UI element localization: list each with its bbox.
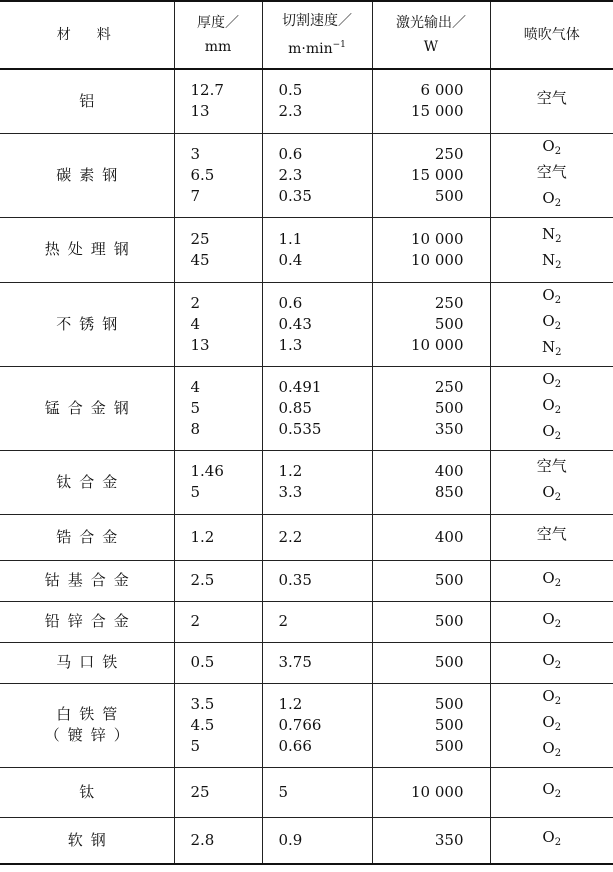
- power-cell: [372, 642, 490, 683]
- table-row: [0, 817, 613, 864]
- material-cell: [0, 450, 174, 514]
- power-value: 350: [434, 830, 464, 849]
- material-text: 热处理钢: [44, 240, 137, 258]
- power-value: 500: [434, 694, 464, 713]
- thickness-value: 5: [190, 398, 201, 417]
- speed-value: 2.3: [278, 102, 303, 121]
- speed-value: 1.1: [278, 229, 303, 248]
- material-text: 铝: [79, 91, 103, 110]
- material-text: 钴基合金: [44, 571, 137, 589]
- gas-cell: [490, 450, 613, 514]
- power-cell: [372, 817, 490, 864]
- speed-value: 0.491: [278, 377, 322, 396]
- gas-cell: [490, 514, 613, 560]
- thickness-value: 13: [190, 335, 210, 354]
- gas-value: $O_2$: [542, 370, 562, 390]
- speed-value: 0.66: [278, 736, 312, 755]
- speed-cell: [262, 450, 372, 514]
- gas-value: $N_2$: [542, 224, 562, 245]
- gas-value: 空气: [536, 457, 567, 475]
- thickness-value: 25: [190, 782, 210, 801]
- power-value: 500: [434, 612, 464, 630]
- speed-value: 2: [278, 612, 289, 630]
- thickness-cell: [174, 69, 262, 133]
- thickness-value: 25: [190, 229, 210, 248]
- material-text: （镀锌）: [44, 726, 137, 744]
- thickness-cell: [174, 133, 262, 217]
- header-speed: 切割速度／ $m\cdot\min^{-1}$: [262, 1, 372, 69]
- power-cell: [372, 366, 490, 450]
- power-value: 500: [434, 653, 464, 671]
- speed-value: 1.2: [278, 694, 303, 713]
- power-value: 10 000: [411, 229, 464, 248]
- material-text: 马口铁: [56, 653, 126, 671]
- thickness-value: 8: [190, 419, 201, 438]
- thickness-value: 2.8: [190, 830, 215, 849]
- speed-cell: [262, 642, 372, 683]
- material-text: 白铁管: [56, 705, 126, 723]
- power-value: 15 000: [411, 102, 464, 121]
- thickness-value: 13: [190, 102, 210, 121]
- table-row: [0, 683, 613, 767]
- thickness-cell: [174, 817, 262, 864]
- gas-value: $O_2$: [542, 609, 562, 630]
- thickness-cell: [174, 642, 262, 683]
- speed-value: 3.3: [278, 483, 303, 501]
- header-power: 激光输出／ W: [372, 1, 490, 69]
- material-cell: [0, 642, 174, 683]
- speed-value: 0.9: [278, 830, 303, 849]
- gas-cell: [490, 282, 613, 366]
- material-text: 碳素钢: [56, 165, 126, 184]
- speed-cell: [262, 514, 372, 560]
- material-text: 软钢: [67, 830, 114, 849]
- thickness-cell: [174, 282, 262, 366]
- speed-value: 1.3: [278, 335, 303, 354]
- material-text: 锆合金: [56, 527, 126, 546]
- thickness-value: 1.2: [190, 527, 215, 546]
- power-value: 250: [434, 144, 464, 163]
- header-thickness: 厚度／ mm: [174, 1, 262, 69]
- thickness-cell: [174, 217, 262, 282]
- gas-cell: [490, 642, 613, 683]
- power-value: 500: [434, 571, 464, 589]
- gas-cell: [490, 767, 613, 817]
- power-value: 500: [434, 186, 464, 205]
- material-cell: [0, 282, 174, 366]
- power-value: 6 000: [420, 81, 464, 100]
- thickness-cell: [174, 767, 262, 817]
- speed-value: 0.6: [278, 144, 303, 163]
- speed-cell: [262, 601, 372, 642]
- thickness-value: 5: [190, 483, 201, 501]
- power-value: 250: [434, 377, 464, 396]
- thickness-value: 4.5: [190, 715, 215, 734]
- gas-value: $O_2$: [542, 312, 562, 332]
- power-cell: [372, 282, 490, 366]
- power-cell: [372, 450, 490, 514]
- speed-value: 0.535: [278, 419, 322, 438]
- gas-value: $O_2$: [542, 828, 562, 849]
- gas-cell: [490, 133, 613, 217]
- gas-cell: [490, 683, 613, 767]
- gas-value: $O_2$: [542, 739, 562, 759]
- speed-cell: [262, 683, 372, 767]
- table-row: [0, 217, 613, 282]
- power-value: 500: [434, 314, 464, 333]
- thickness-cell: [174, 366, 262, 450]
- material-cell: [0, 601, 174, 642]
- power-value: 350: [434, 419, 464, 438]
- speed-value: 3.75: [278, 653, 312, 671]
- speed-value: 0.35: [278, 186, 312, 205]
- gas-value: $O_2$: [542, 568, 562, 589]
- thickness-value: 7: [190, 186, 201, 205]
- gas-cell: [490, 560, 613, 601]
- material-cell: [0, 683, 174, 767]
- gas-value: 空气: [536, 525, 567, 543]
- gas-value: 空气: [536, 163, 567, 181]
- speed-value: 2.3: [278, 165, 303, 184]
- material-text: 钛: [79, 782, 103, 801]
- gas-value: $O_2$: [542, 137, 562, 157]
- table-row: [0, 282, 613, 366]
- power-cell: [372, 683, 490, 767]
- speed-cell: [262, 366, 372, 450]
- power-cell: [372, 560, 490, 601]
- thickness-cell: [174, 450, 262, 514]
- power-cell: [372, 217, 490, 282]
- power-cell: [372, 133, 490, 217]
- speed-value: 0.4: [278, 250, 303, 269]
- thickness-cell: [174, 560, 262, 601]
- material-cell: [0, 217, 174, 282]
- speed-value: 5: [278, 782, 289, 801]
- header-row: [0, 1, 613, 69]
- table-row: [0, 450, 613, 514]
- gas-value: $O_2$: [542, 687, 562, 707]
- thickness-value: 0.5: [190, 653, 215, 671]
- gas-cell: [490, 817, 613, 864]
- material-text: 锰合金钢: [44, 398, 137, 417]
- speed-value: 0.6: [278, 293, 303, 312]
- gas-cell: [490, 601, 613, 642]
- gas-value: $N_2$: [542, 250, 562, 271]
- gas-value: $N_2$: [542, 338, 562, 358]
- thickness-cell: [174, 601, 262, 642]
- thickness-value: 3: [190, 144, 201, 163]
- gas-cell: [490, 366, 613, 450]
- power-value: 850: [434, 483, 464, 501]
- speed-value: 1.2: [278, 462, 303, 480]
- power-value: 400: [434, 527, 464, 546]
- speed-cell: [262, 767, 372, 817]
- power-cell: [372, 514, 490, 560]
- speed-cell: [262, 817, 372, 864]
- power-value: 250: [434, 293, 464, 312]
- material-cell: [0, 560, 174, 601]
- material-text: 不锈钢: [56, 314, 126, 333]
- material-cell: [0, 366, 174, 450]
- thickness-value: 4: [190, 377, 201, 396]
- material-cell: [0, 817, 174, 864]
- power-value: 500: [434, 398, 464, 417]
- thickness-value: 2: [190, 293, 201, 312]
- speed-value: 0.43: [278, 314, 312, 333]
- power-value: 10 000: [411, 250, 464, 269]
- power-value: 10 000: [411, 782, 464, 801]
- speed-cell: [262, 560, 372, 601]
- material-text: 钛合金: [56, 472, 126, 491]
- table-row: [0, 514, 613, 560]
- speed-value: 0.5: [278, 81, 303, 100]
- gas-value: $O_2$: [542, 713, 562, 733]
- speed-cell: [262, 217, 372, 282]
- gas-cell: [490, 217, 613, 282]
- speed-value: 0.35: [278, 571, 312, 589]
- speed-cell: [262, 133, 372, 217]
- power-value: 500: [434, 715, 464, 734]
- power-cell: [372, 601, 490, 642]
- gas-value: $O_2$: [542, 396, 562, 416]
- thickness-value: 1.46: [190, 462, 224, 480]
- gas-value: 空气: [536, 89, 567, 108]
- header-material: 材 料: [0, 1, 174, 69]
- power-cell: [372, 767, 490, 817]
- thickness-value: 2: [190, 612, 201, 630]
- power-value: 500: [434, 736, 464, 755]
- gas-value: $O_2$: [542, 483, 562, 503]
- speed-cell: [262, 282, 372, 366]
- table-row: [0, 642, 613, 683]
- thickness-cell: [174, 683, 262, 767]
- gas-value: $O_2$: [542, 286, 562, 306]
- thickness-value: 6.5: [190, 165, 215, 184]
- table-row: [0, 133, 613, 217]
- material-cell: [0, 767, 174, 817]
- thickness-value: 12.7: [190, 81, 224, 100]
- gas-value: $O_2$: [542, 650, 562, 671]
- power-value: 10 000: [411, 335, 464, 354]
- header-gas: 喷吹气体: [490, 1, 613, 69]
- gas-value: $O_2$: [542, 780, 562, 800]
- thickness-value: 4: [190, 314, 201, 333]
- power-value: 15 000: [411, 165, 464, 184]
- table-row: [0, 767, 613, 817]
- material-cell: [0, 133, 174, 217]
- table-row: [0, 601, 613, 642]
- thickness-cell: [174, 514, 262, 560]
- table-row: [0, 560, 613, 601]
- speed-cell: [262, 69, 372, 133]
- gas-value: $O_2$: [542, 189, 562, 209]
- table-row: [0, 366, 613, 450]
- thickness-value: 5: [190, 736, 201, 755]
- power-cell: [372, 69, 490, 133]
- speed-value: 2.2: [278, 527, 303, 546]
- table-row: [0, 69, 613, 133]
- gas-value: $O_2$: [542, 422, 562, 442]
- thickness-value: 3.5: [190, 694, 215, 713]
- thickness-value: 2.5: [190, 571, 215, 589]
- power-value: 400: [434, 462, 464, 480]
- material-text: 铅锌合金: [44, 612, 137, 630]
- thickness-value: 45: [190, 250, 210, 269]
- material-cell: [0, 514, 174, 560]
- material-cell: [0, 69, 174, 133]
- speed-value: 0.85: [278, 398, 312, 417]
- gas-cell: [490, 69, 613, 133]
- speed-value: 0.766: [278, 715, 322, 734]
